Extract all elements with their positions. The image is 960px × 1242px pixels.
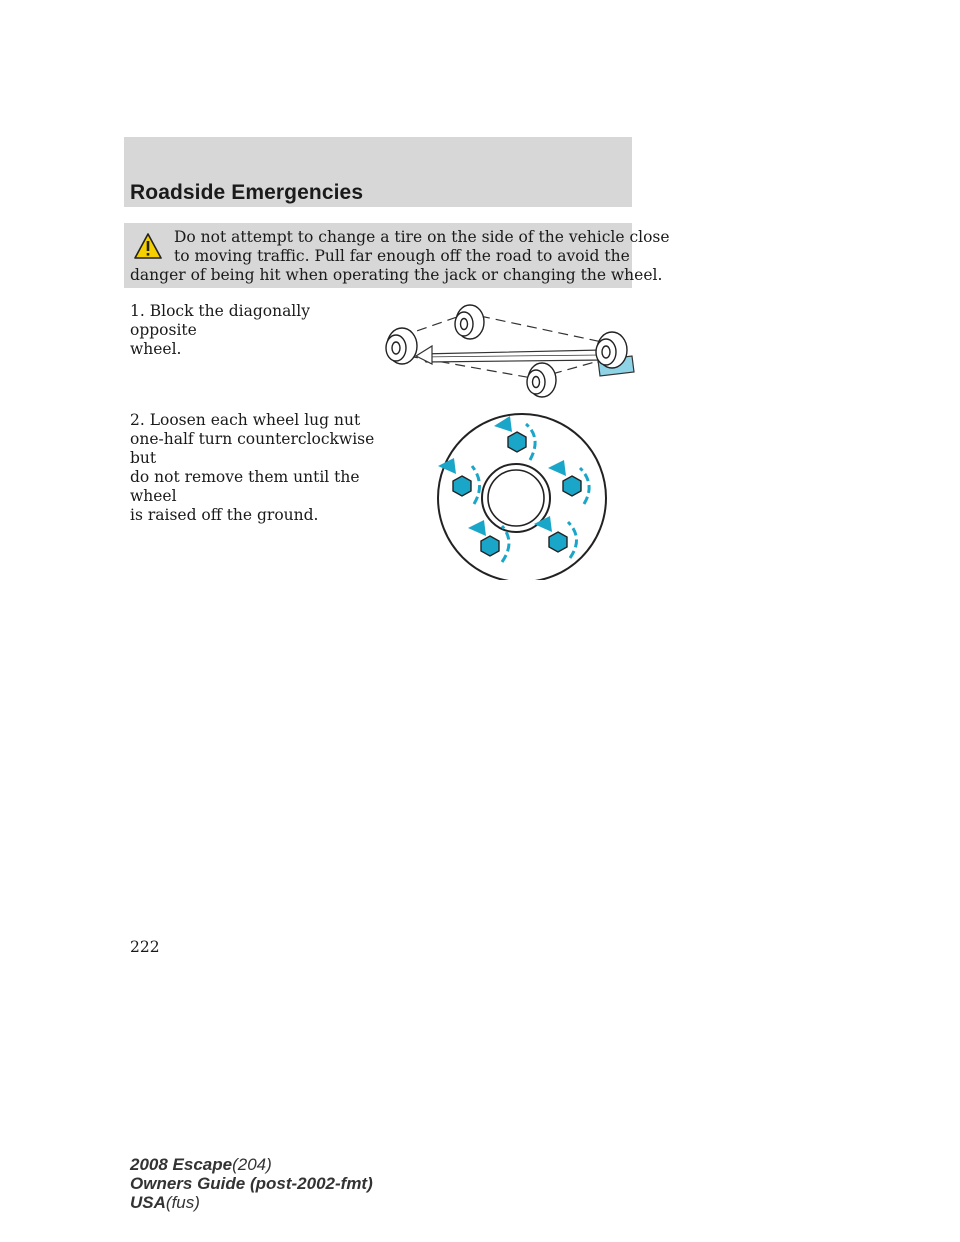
- lug-nut: [549, 532, 567, 552]
- wheel-right: [596, 332, 627, 368]
- lug-nut: [508, 432, 526, 452]
- step-line: is raised off the ground.: [130, 506, 319, 524]
- footer-market-code: (fus): [165, 1193, 200, 1212]
- step-line: 1. Block the diagonally opposite: [130, 302, 310, 339]
- warning-text: [130, 228, 670, 285]
- wheel-back: [455, 305, 484, 339]
- page-number: 222: [130, 938, 160, 956]
- wheel-block-diagram: [380, 298, 642, 398]
- wheel-front: [527, 363, 556, 397]
- step-line: one-half turn counterclockwise but: [130, 430, 375, 467]
- warning-line: danger of being hit when operating the jack or changing the wheel.: [130, 266, 663, 284]
- warning-line: to moving traffic. Pull far enough off the road to avoid the: [174, 247, 630, 265]
- step-1: [130, 302, 380, 359]
- section-title: Roadside Emergencies: [130, 181, 364, 204]
- lug-nut: [453, 476, 471, 496]
- warning-line: Do not attempt to change a tire on the side of the vehicle close: [174, 228, 670, 246]
- section-header: [124, 137, 632, 207]
- step-2: [130, 411, 380, 525]
- lug-nut: [481, 536, 499, 556]
- footer-model-code: (204): [232, 1155, 272, 1174]
- step-line: wheel.: [130, 340, 182, 358]
- footer-model: 2008 Escape: [130, 1155, 233, 1174]
- wheel-left: [386, 328, 417, 364]
- footer-guide: Owners Guide (post-2002-fmt): [130, 1174, 373, 1193]
- lug-nut: [563, 476, 581, 496]
- step-line: do not remove them until the wheel: [130, 468, 360, 505]
- lug-nut-wheel-diagram: [430, 408, 614, 580]
- step-line: 2. Loosen each wheel lug nut: [130, 411, 361, 429]
- footer-market: USA: [130, 1193, 166, 1212]
- document-footer: [130, 1155, 373, 1212]
- warning-box: [124, 223, 670, 288]
